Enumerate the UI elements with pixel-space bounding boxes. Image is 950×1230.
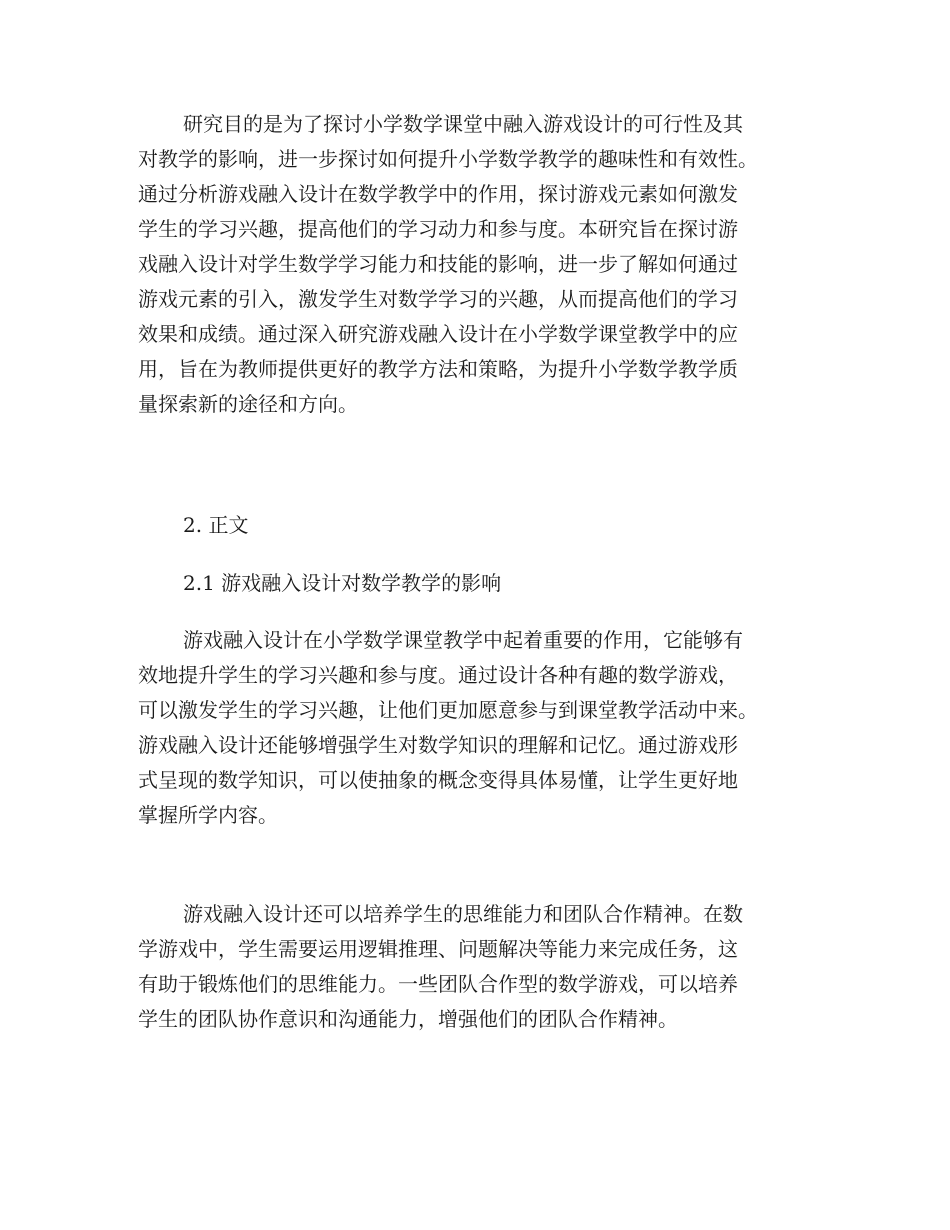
paragraph-line: 效地提升学生的学习兴趣和参与度。通过设计各种有趣的数学游戏， (138, 663, 738, 687)
paragraph-line: 效果和成绩。通过深入研究游戏融入设计在小学数学课堂教学中的应 (138, 322, 738, 346)
paragraph-line: 掌握所学内容。 (138, 803, 278, 827)
paragraph-line: 游戏融入设计还能够增强学生对数学知识的理解和记忆。通过游戏形 (138, 733, 738, 757)
paragraph-line: 研究目的是为了探讨小学数学课堂中融入游戏设计的可行性及其 (183, 112, 743, 136)
section-heading: 2. 正文 (183, 513, 249, 537)
paragraph-line: 可以激发学生的学习兴趣，让他们更加愿意参与到课堂教学活动中来。 (138, 698, 758, 722)
intro-paragraph (138, 107, 838, 422)
paragraph-line: 式呈现的数学知识，可以使抽象的概念变得具体易懂，让学生更好地 (138, 768, 738, 792)
paragraph-line: 用，旨在为教师提供更好的教学方法和策略，为提升小学数学教学质 (138, 357, 738, 381)
paragraph-line: 游戏融入设计在小学数学课堂教学中起着重要的作用，它能够有 (183, 628, 743, 652)
paragraph-line: 游戏元素的引入，激发学生对数学学习的兴趣，从而提高他们的学习 (138, 287, 738, 311)
paragraph-line: 有助于锻炼他们的思维能力。一些团队合作型的数学游戏，可以培养 (138, 972, 738, 996)
body-paragraph-3 (138, 897, 838, 1037)
subsection-heading: 2.1 游戏融入设计对数学教学的影响 (183, 571, 502, 595)
paragraph-line: 学生的团队协作意识和沟通能力，增强他们的团队合作精神。 (138, 1007, 678, 1031)
paragraph-line: 对教学的影响，进一步探讨如何提升小学数学教学的趣味性和有效性。 (138, 147, 758, 171)
paragraph-line: 学生的学习兴趣，提高他们的学习动力和参与度。本研究旨在探讨游 (138, 217, 738, 241)
body-paragraph-2 (138, 623, 838, 833)
paragraph-line: 通过分析游戏融入设计在数学教学中的作用，探讨游戏元素如何激发 (138, 182, 738, 206)
paragraph-line: 学游戏中，学生需要运用逻辑推理、问题解决等能力来完成任务，这 (138, 937, 738, 961)
paragraph-line: 戏融入设计对学生数学学习能力和技能的影响，进一步了解如何通过 (138, 252, 738, 276)
paragraph-line: 游戏融入设计还可以培养学生的思维能力和团队合作精神。在数 (183, 902, 743, 926)
paragraph-line: 量探索新的途径和方向。 (138, 392, 358, 416)
